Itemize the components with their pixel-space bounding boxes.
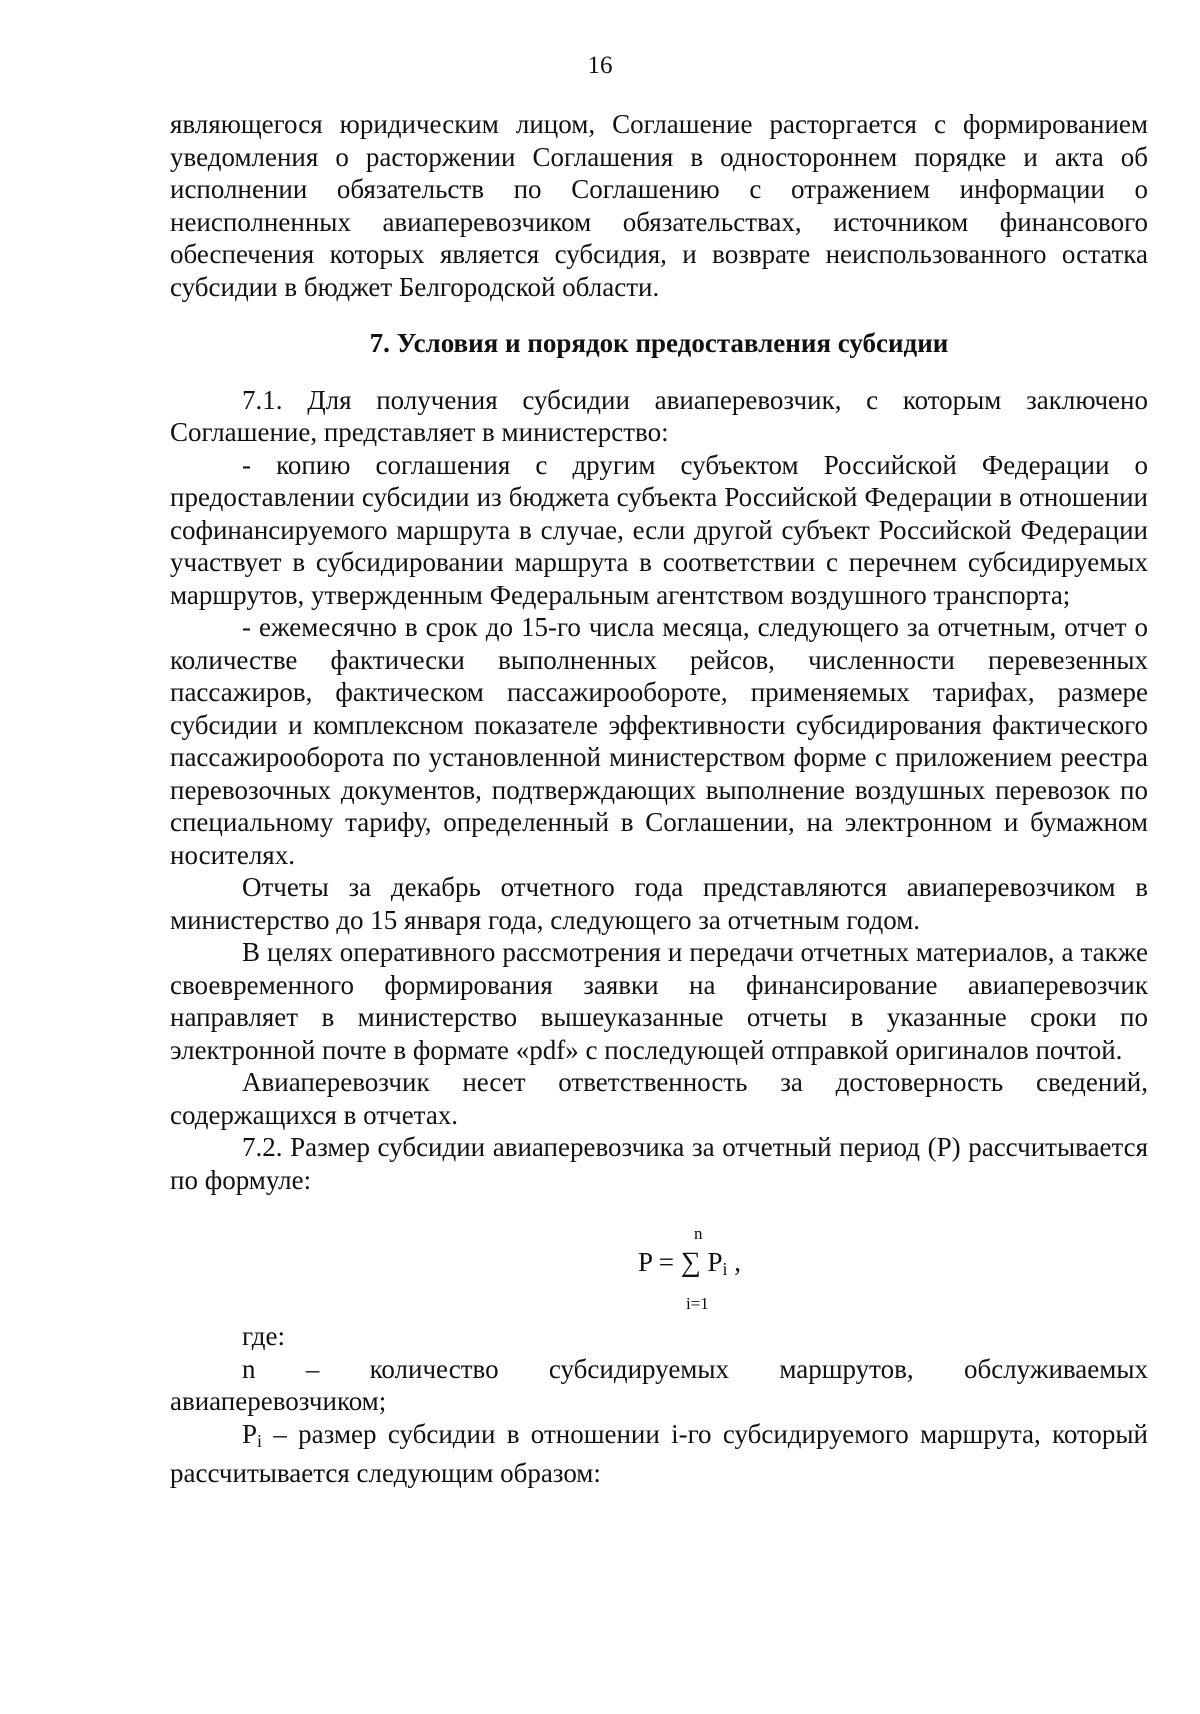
paragraph-7-1: 7.1. Для получения субсидии авиаперевозчик, с которым заключено Соглашение, представляет в министерство: xyxy=(170,384,1148,447)
definition-pi-subscript: i xyxy=(257,1430,263,1451)
definition-n-line1: n – количество субсидируемых маршрутов, обслуживаемых xyxy=(242,1353,1148,1384)
paragraph-where: где: xyxy=(242,1321,285,1351)
section-heading: 7. Условия и порядок предоставления субсидии xyxy=(369,328,949,358)
formula-lhs: P = xyxy=(638,1247,674,1277)
formula-term-subscript: i xyxy=(722,1259,728,1279)
definition-pi xyxy=(170,1418,1148,1490)
definition-n-line2: авиаперевозчиком; xyxy=(170,1386,387,1416)
paragraph-termination: являющегося юридическим лицом, Соглашение расторгается с формированием уведомления о расторжении Соглашения в одностороннем порядке и акта об исполнении обязательств по Соглашению с отражением информации о неисполненных авиаперевозчиком обязательствах, источником финансового обеспечения которых является субсидия, и возврате неиспользованного остатка субсидии в бюджет Белгородской области. xyxy=(170,109,1148,302)
paragraph-agreement-copy: - копию соглашения с другим субъектом Российской Федерации о предоставлении субсидии из бюджета субъекта Российской Федерации в отношении софинансируемого маршрута в случае, если другой субъект Российской Федерации участвует в субсидировании маршрута в соответствии с перечнем субсидируемых маршрутов, утвержденным Федеральным агентством воздушного транспорта; xyxy=(170,449,1148,610)
page-number: 16 xyxy=(587,52,613,79)
paragraph-responsibility: Авиаперевозчик несет ответственность за достоверность сведений, содержащихся в отчетах. xyxy=(170,1067,1148,1130)
document-body xyxy=(170,108,1148,1490)
formula-main xyxy=(638,1246,741,1286)
definition-pi-symbol: P xyxy=(242,1418,258,1449)
definition-pi-text: – размер субсидии в отношении i-го субсидируемого маршрута, который рассчитывается следующим образом: xyxy=(170,1418,1148,1488)
formula-term: P xyxy=(707,1247,723,1277)
paragraph-operational-review: В целях оперативного рассмотрения и передачи отчетных материалов, а также своевременного формирования заявки на финансирование авиаперевозчик направляет в министерство вышеуказанные отчеты в указанные сроки по электронной почте в формате «pdf» с последующей отправкой оригиналов почтой. xyxy=(170,937,1148,1065)
formula-trailing: , xyxy=(734,1247,742,1277)
formula-lower-limit: i=1 xyxy=(686,1294,709,1313)
paragraph-december-reports: Отчеты за декабрь отчетного года представляются авиаперевозчиком в министерство до 15 января года, следующего за отчетным годом. xyxy=(170,872,1148,935)
sum-sigma-icon: ∑ xyxy=(680,1247,701,1278)
paragraph-7-2: 7.2. Размер субсидии авиаперевозчика за отчетный период (Р) рассчитывается по формуле: xyxy=(170,1132,1148,1195)
formula-upper-limit: n xyxy=(694,1224,703,1243)
subsidy-formula xyxy=(170,1210,1148,1314)
paragraph-monthly-report: - ежемесячно в срок до 15-го числа месяца, следующего за отчетным, отчет о количестве фактически выполненных рейсов, численности перевезенных пассажиров, фактическом пассажирообороте, применяемых тарифах, размере субсидии и комплексном показателе эффективности субсидирования фактического пассажирооборота по установленной министерством форме с приложением реестра перевозочных документов, подтверждающих выполнение воздушных перевозок по специальному тарифу, определенный в Соглашении, на электронном и бумажном носителях. xyxy=(170,612,1148,870)
